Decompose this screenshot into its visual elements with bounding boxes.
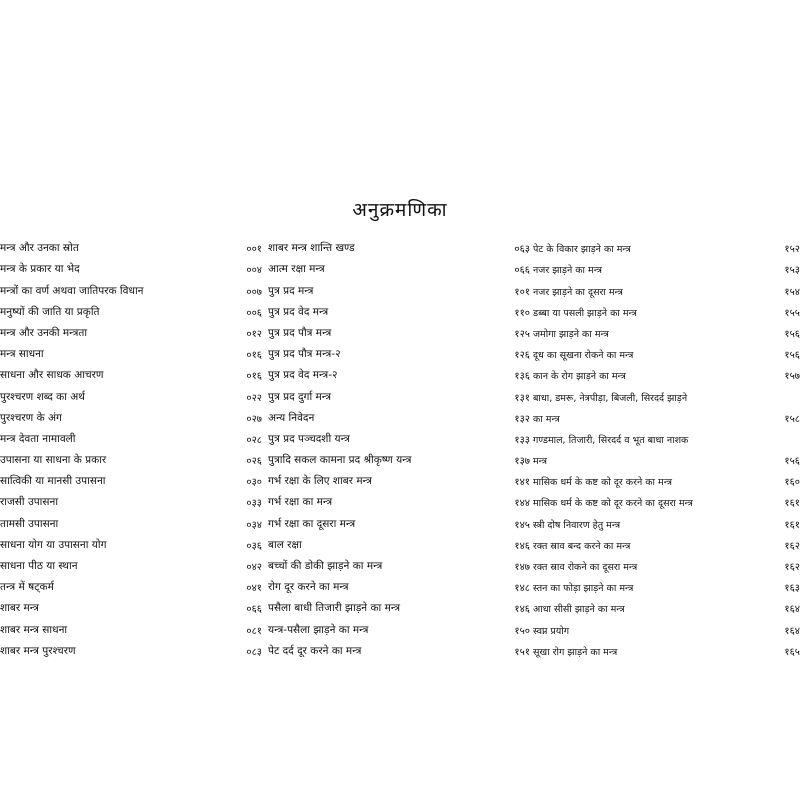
index-entry bbox=[0, 594, 262, 615]
entry-title: पुत्रादि सकल कामना प्रद श्रीकृष्ण यन्त्र bbox=[268, 454, 412, 467]
entry-title: मासिक धर्म के कष्ट को दूर करने का मन्त्र bbox=[533, 477, 673, 489]
index-column-1 bbox=[0, 234, 262, 658]
entry-title: शाबर मन्त्र शान्ति खण्ड bbox=[268, 242, 355, 255]
index-entry bbox=[0, 637, 262, 658]
entry-title: पुरश्चरण शब्द का अर्थ bbox=[0, 390, 86, 403]
entry-page-number: ०२७ bbox=[246, 413, 262, 425]
entry-title: जमोगा झाड़ने का मन्त्र bbox=[533, 328, 609, 340]
index-entry bbox=[268, 382, 530, 403]
index-entry bbox=[268, 361, 530, 382]
index-entry bbox=[533, 509, 800, 530]
entry-title: गण्डमाल, तिजारी, सिरदर्द व भूत बाधा नाशक bbox=[533, 434, 689, 446]
index-entry bbox=[0, 255, 262, 276]
index-entry bbox=[533, 446, 800, 467]
entry-title: यन्त्र-पसैला झाड़ने का मन्त्र bbox=[268, 623, 369, 636]
index-entry bbox=[0, 340, 262, 361]
entry-page-number: १३७ bbox=[514, 456, 530, 468]
entry-page-number: १०१ bbox=[514, 286, 530, 298]
entry-page-number: ००७ bbox=[246, 286, 262, 298]
entry-title: रक्त स्राव बन्द करने का मन्त्र bbox=[533, 540, 631, 552]
index-entry bbox=[268, 615, 530, 636]
index-entry bbox=[268, 467, 530, 488]
entry-page-number: ०३० bbox=[246, 477, 262, 489]
entry-page-number: ०२८ bbox=[246, 434, 262, 446]
entry-title: तन्त्र में षट्कर्म bbox=[0, 581, 54, 594]
entry-title: पुत्र प्रद पौत्र मन्त्र-२ bbox=[268, 348, 341, 361]
entry-page-number: १५० bbox=[514, 625, 530, 637]
entry-title: साधना योग या उपासना योग bbox=[0, 538, 107, 551]
entry-title: मन्त्र और उनका स्रोत bbox=[0, 242, 79, 255]
entry-page-number: ०१२ bbox=[246, 328, 262, 340]
entry-page-number: ०६६ bbox=[514, 265, 530, 277]
entry-page-number: १५६ bbox=[784, 350, 800, 362]
entry-title: आत्म रक्षा मन्त्र bbox=[268, 263, 325, 276]
entry-title: रोग दूर करने का मन्त्र bbox=[268, 581, 349, 594]
entry-page-number: ००१ bbox=[246, 244, 262, 256]
entry-title: राजसी उपासना bbox=[0, 496, 59, 509]
index-entry bbox=[268, 531, 530, 552]
index-entry bbox=[533, 255, 800, 276]
entry-title: स्तन का फोड़ा झाड़ने का मन्त्र bbox=[533, 583, 634, 595]
index-entry bbox=[268, 404, 530, 425]
entry-title: गर्भ रक्षा के लिए शाबर मन्त्र bbox=[268, 475, 372, 488]
index-entry bbox=[268, 573, 530, 594]
entry-title: गर्भ रक्षा का मन्त्र bbox=[268, 496, 333, 509]
entry-page-number: ११० bbox=[514, 307, 530, 319]
entry-page-number: ०८३ bbox=[246, 646, 262, 658]
entry-title: स्त्री दोष निवारण हेतु मन्त्र bbox=[533, 519, 621, 531]
entry-title: आधा सीसी झाड़ने का मन्त्र bbox=[533, 604, 625, 616]
entry-title: उपासना या साधना के प्रकार bbox=[0, 454, 107, 467]
index-entry bbox=[533, 298, 800, 319]
index-entry bbox=[0, 531, 262, 552]
entry-page-number: ०२६ bbox=[246, 456, 262, 468]
entry-title: सूखा रोग झाड़ने का मन्त्र bbox=[533, 646, 618, 658]
entry-title: मन्त्र और उनकी मन्त्रता bbox=[0, 326, 88, 339]
index-entry bbox=[0, 467, 262, 488]
entry-page-number: १६३ bbox=[784, 583, 800, 595]
entry-title: पुत्र प्रद पौत्र मन्त्र bbox=[268, 326, 332, 339]
entry-title: कान के रोग झाड़ने का मन्त्र bbox=[533, 371, 626, 383]
index-entry bbox=[0, 488, 262, 509]
index-entry bbox=[268, 319, 530, 340]
index-entry bbox=[268, 255, 530, 276]
entry-title: नजर झाड़ने का दूसरा मन्त्र bbox=[533, 286, 623, 298]
entry-page-number: १५५ bbox=[784, 307, 800, 319]
entry-title: बाल रक्षा bbox=[268, 538, 302, 551]
entry-page-number: १५४ bbox=[784, 286, 800, 298]
entry-page-number: १४६ bbox=[514, 604, 530, 616]
entry-title: पेट दर्द दूर करने का मन्त्र bbox=[268, 644, 362, 657]
entry-title: मन्त्र देवता नामावली bbox=[0, 432, 76, 445]
index-entry bbox=[268, 425, 530, 446]
entry-title: पुत्र प्रद दुर्गा मन्त्र bbox=[268, 390, 332, 403]
index-entry bbox=[0, 276, 262, 297]
entry-page-number: १४५ bbox=[514, 519, 530, 531]
entry-title: मनुष्यों की जाति या प्रकृति bbox=[0, 305, 100, 318]
entry-page-number: १६१ bbox=[784, 519, 800, 531]
entry-page-number: ००४ bbox=[246, 265, 262, 277]
index-entry bbox=[0, 404, 262, 425]
entry-page-number: १४६ bbox=[514, 540, 530, 552]
index-entry bbox=[533, 488, 800, 509]
entry-title: साधना पीठ या स्थान bbox=[0, 560, 78, 572]
entry-title: साधना और साधक आचरण bbox=[0, 369, 104, 382]
entry-title: स्वप्न प्रयोग bbox=[533, 625, 570, 637]
index-entry bbox=[268, 509, 530, 530]
index-entry bbox=[268, 488, 530, 509]
entry-page-number: १३६ bbox=[514, 371, 530, 383]
entry-page-number: १६२ bbox=[784, 562, 800, 573]
entry-page-number: ०२२ bbox=[246, 392, 262, 404]
entry-page-number: १५६ bbox=[784, 456, 800, 468]
entry-title: मन्त्र के प्रकार या भेद bbox=[0, 263, 80, 276]
entry-page-number: ०१६ bbox=[246, 371, 262, 383]
entry-page-number: ००६ bbox=[246, 307, 262, 319]
entry-title: पुत्र प्रद मन्त्र bbox=[268, 284, 314, 297]
index-entry bbox=[268, 637, 530, 658]
index-entry bbox=[533, 594, 800, 615]
entry-page-number: १३२ bbox=[514, 413, 530, 425]
entry-page-number: १४४ bbox=[514, 498, 530, 510]
entry-page-number: १३१ bbox=[514, 392, 530, 404]
entry-page-number: १४८ bbox=[514, 583, 530, 595]
index-entry bbox=[533, 404, 800, 425]
index-entry bbox=[0, 573, 262, 594]
index-entry bbox=[268, 552, 530, 573]
entry-page-number: १५६ bbox=[784, 328, 800, 340]
index-entry bbox=[533, 361, 800, 382]
entry-page-number: ०१६ bbox=[246, 350, 262, 362]
entry-page-number: १६४ bbox=[784, 604, 800, 616]
entry-title: पुत्र प्रद वेद मन्त्र-२ bbox=[268, 369, 338, 382]
entry-title: शाबर मन्त्र पुरश्चरण bbox=[0, 644, 76, 657]
index-entry bbox=[0, 319, 262, 340]
page-title: अनुक्रमणिका bbox=[352, 199, 448, 221]
entry-title: तामसी उपासना bbox=[0, 517, 59, 530]
index-column-3 bbox=[533, 234, 800, 658]
index-entry bbox=[268, 446, 530, 467]
entry-page-number: ०६६ bbox=[246, 604, 262, 616]
entry-title: डब्बा या पसली झाड़ने का मन्त्र bbox=[533, 307, 637, 319]
entry-title: रक्त स्राव रोकने का दूसरा मन्त्र bbox=[533, 562, 638, 573]
entry-page-number: ०४२ bbox=[246, 562, 262, 573]
index-entry bbox=[533, 531, 800, 552]
entry-page-number: ०४१ bbox=[246, 583, 262, 595]
index-entry bbox=[0, 234, 262, 255]
index-entry bbox=[533, 234, 800, 255]
entry-page-number: १६५ bbox=[784, 646, 800, 658]
entry-page-number: ०३६ bbox=[246, 540, 262, 552]
entry-title: पुत्र प्रद वेद मन्त्र bbox=[268, 305, 329, 318]
entry-title: का मन्त्र bbox=[533, 413, 560, 425]
entry-page-number: १२६ bbox=[514, 350, 530, 362]
index-entry bbox=[0, 509, 262, 530]
index-entry bbox=[533, 340, 800, 361]
index-column-2 bbox=[268, 234, 530, 658]
entry-page-number: १५२ bbox=[784, 244, 800, 256]
entry-page-number: १४७ bbox=[514, 562, 530, 573]
index-entry bbox=[268, 594, 530, 615]
entry-title: मन्त्र साधना bbox=[0, 348, 44, 361]
index-entry bbox=[0, 615, 262, 636]
entry-title: पसैला बाधी तिजारी झाड़ने का मन्त्र bbox=[268, 602, 401, 615]
entry-page-number: १३३ bbox=[514, 434, 530, 446]
entry-title: शाबर मन्त्र bbox=[0, 602, 39, 615]
entry-title: अन्य निवेदन bbox=[268, 411, 315, 424]
entry-page-number: १५८ bbox=[784, 413, 800, 425]
index-entry bbox=[0, 298, 262, 319]
entry-page-number: १५३ bbox=[784, 265, 800, 277]
index-entry bbox=[533, 382, 800, 403]
entry-title: नजर झाड़ने का मन्त्र bbox=[533, 265, 603, 277]
entry-page-number: ०३४ bbox=[246, 519, 262, 531]
entry-title: सात्विकी या मानसी उपासना bbox=[0, 475, 106, 488]
entry-title: मन्त्रों का वर्ण अथवा जातिपरक विधान bbox=[0, 284, 144, 297]
entry-page-number: १६१ bbox=[784, 498, 800, 510]
entry-title: बच्चों की डोकी झाड़ने का मन्त्र bbox=[268, 560, 383, 572]
entry-page-number: १६० bbox=[784, 477, 800, 489]
index-entry bbox=[268, 340, 530, 361]
entry-title: पेट के विकार झाड़ने का मन्त्र bbox=[533, 244, 631, 256]
entry-page-number: १६४ bbox=[784, 625, 800, 637]
entry-page-number: १५७ bbox=[784, 371, 800, 383]
entry-page-number: १६२ bbox=[784, 540, 800, 552]
index-entry bbox=[533, 552, 800, 573]
entry-title: गर्भ रक्षा का दूसरा मन्त्र bbox=[268, 517, 356, 530]
index-entry bbox=[0, 425, 262, 446]
index-entry bbox=[268, 298, 530, 319]
index-entry bbox=[268, 234, 530, 255]
entry-page-number: ०३३ bbox=[246, 498, 262, 510]
entry-page-number: १४१ bbox=[514, 477, 530, 489]
entry-title: मासिक धर्म के कष्ट को दूर करने का दूसरा मन्त्र bbox=[533, 498, 693, 510]
index-entry bbox=[0, 361, 262, 382]
entry-page-number: ०६३ bbox=[514, 244, 530, 256]
index-entry bbox=[0, 446, 262, 467]
index-entry bbox=[533, 467, 800, 488]
index-entry bbox=[533, 637, 800, 658]
index-entry bbox=[533, 425, 800, 446]
index-entry bbox=[533, 615, 800, 636]
entry-title: बाधा, डमरू, नेत्रपीड़ा, बिजली, सिरदर्द झाड़ने bbox=[533, 392, 688, 404]
index-entry bbox=[533, 319, 800, 340]
entry-title: पुरश्चरण के अंग bbox=[0, 411, 62, 424]
entry-title: दूध का सूखना रोकने का मन्त्र bbox=[533, 350, 634, 362]
index-entry bbox=[268, 276, 530, 297]
entry-page-number: १५१ bbox=[514, 646, 530, 658]
entry-title: पुत्र प्रद पञ्चदशी यन्त्र bbox=[268, 432, 350, 445]
index-entry bbox=[0, 382, 262, 403]
entry-title: शाबर मन्त्र साधना bbox=[0, 623, 68, 636]
index-entry bbox=[0, 552, 262, 573]
entry-title: मन्त्र bbox=[533, 456, 548, 468]
entry-page-number: १२५ bbox=[514, 328, 530, 340]
index-entry bbox=[533, 573, 800, 594]
entry-page-number: ०८१ bbox=[246, 625, 262, 637]
index-entry bbox=[533, 276, 800, 297]
